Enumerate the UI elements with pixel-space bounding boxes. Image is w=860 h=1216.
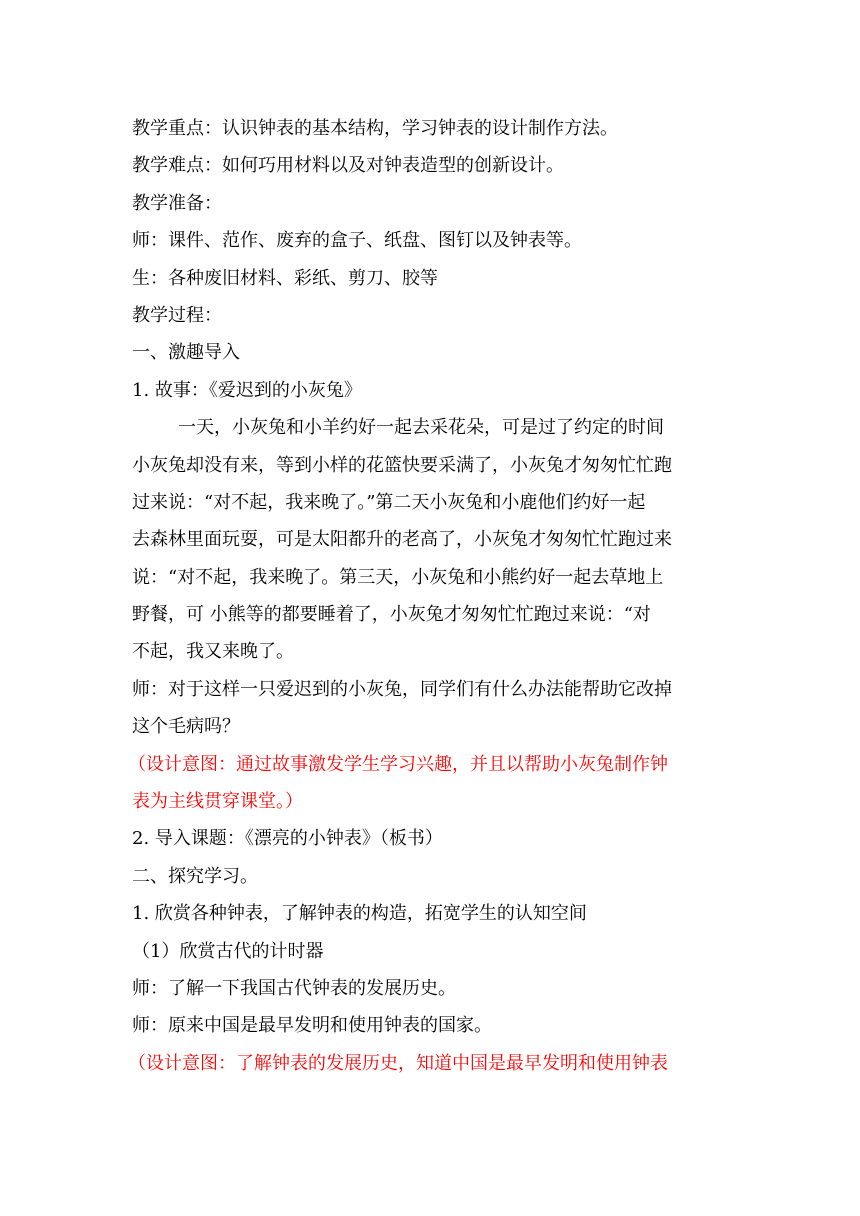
story-paragraph-line: 一天，小灰兔和小羊约好一起去采花朵，可是过了约定的时间	[178, 417, 664, 439]
design-note-line: （设计意图：通过故事激发学生学习兴趣，并且以帮助小灰兔制作钟	[128, 753, 668, 775]
story-paragraph-line: 过来说：“对不起，我来晚了。”第二天小灰兔和小鹿他们约好一起	[132, 491, 646, 513]
story-paragraph-line: 野餐，可 小熊等的都要睡着了，小灰兔才匆匆忙忙跑过来说：“对	[132, 604, 651, 626]
teacher-question-line: 这个毛病吗？	[132, 716, 240, 738]
student-materials-line: 生：各种废旧材料、彩纸、剪刀、胶等	[132, 267, 438, 289]
sub-item-line: （1）欣赏古代的计时器	[132, 940, 324, 962]
story-paragraph-line: 说：“对不起，我来晚了。第三天，小灰兔和小熊约好一起去草地上	[132, 566, 664, 588]
story-paragraph-line: 去森林里面玩耍，可是太阳都升的老高了，小灰兔才匆匆忙忙跑过来	[132, 529, 672, 551]
story-title-line: 1. 故事：《爱迟到的小灰兔》	[132, 379, 362, 401]
document-body	[128, 110, 732, 1082]
key-points-line: 教学重点：认识钟表的基本结构，学习钟表的设计制作方法。	[132, 118, 618, 139]
teacher-question-line: 师：对于这样一只爱迟到的小灰兔，同学们有什么办法能帮助它改掉	[132, 678, 672, 700]
story-paragraph-line: 小灰兔却没有来，等到小样的花篮快要采满了，小灰兔才匆匆忙忙跑	[132, 454, 672, 476]
design-note-line: 表为主线贯穿课堂。）	[132, 791, 303, 813]
teacher-history-line: 师：了解一下我国古代钟表的发展历史。	[132, 977, 456, 999]
difficulties-line: 教学难点：如何巧用材料以及对钟表造型的创新设计。	[132, 155, 564, 177]
design-note-line: （设计意图：了解钟表的发展历史，知道中国是最早发明和使用钟表	[128, 1052, 668, 1074]
section-2-heading: 二、探究学习。	[132, 865, 258, 887]
section-1-heading: 一、激趣导入	[132, 342, 240, 364]
process-heading: 教学过程：	[132, 304, 222, 326]
preparation-heading: 教学准备：	[132, 192, 222, 214]
topic-intro-line: 2. 导入课题：《漂亮的小钟表》（板书）	[132, 828, 443, 850]
story-paragraph-line: 不起，我又来晚了。	[132, 641, 294, 663]
teacher-materials-line: 师：课件、范作、废弃的盒子、纸盘、图钉以及钟表等。	[132, 230, 582, 252]
appreciation-line: 1. 欣赏各种钟表，了解钟表的构造，拓宽学生的认知空间	[132, 903, 587, 925]
teacher-china-line: 师：原来中国是最早发明和使用钟表的国家。	[132, 1015, 492, 1037]
